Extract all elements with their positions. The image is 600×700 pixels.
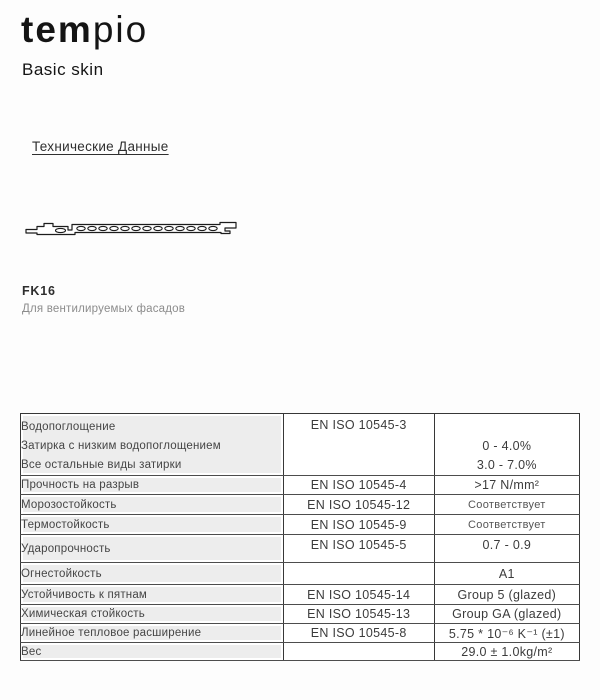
value-cell: Соответствует [434,515,579,535]
standard-cell: EN ISO 10545-13 [283,605,434,624]
product-line-title: Basic skin [22,60,104,79]
standard-cell: EN ISO 10545-14 [283,585,434,605]
param-line: Затирка с низким водопоглощением [21,440,221,452]
spec-row-impact-resistance [21,535,580,563]
standard-cell [283,563,434,585]
value-cell: 0.7 - 0.9 [434,535,579,563]
standard-cell [283,643,434,661]
brand-logo-bold: tem [21,9,93,50]
value-line: 3.0 - 7.0% [476,458,537,472]
technical-specs-table [20,413,580,661]
standard-cell: EN ISO 10545-12 [283,495,434,515]
brand-logo-light: pio [92,9,149,50]
spec-row-water-absorption [21,414,580,476]
standard-cell: EN ISO 10545-5 [283,535,434,563]
standard-cell: EN ISO 10545-8 [283,624,434,643]
spec-row-thermal-expansion [21,624,580,643]
value-cell [434,414,579,476]
param-cell: Огнестойкость [21,563,284,585]
spec-row-stain-resistance [21,585,580,605]
param-cell: Устойчивость к пятнам [21,585,284,605]
value-line: 0 - 4.0% [482,439,532,453]
param-cell: Линейное тепловое расширение [21,624,284,643]
standard-cell: EN ISO 10545-3 [283,414,434,476]
product-code: FK16 [22,284,56,298]
value-cell: 5.75 * 10⁻⁶ K⁻¹ (±1) [434,624,579,643]
standard-cell: EN ISO 10545-4 [283,476,434,495]
panel-profile-drawing [23,219,248,238]
spec-row-tensile-strength [21,476,580,495]
value-cell: A1 [434,563,579,585]
param-cell: Химическая стойкость [21,605,284,624]
standard-cell: EN ISO 10545-9 [283,515,434,535]
param-line: Водопоглощение [21,421,116,433]
param-cell: Морозостойкость [21,495,284,515]
product-description: Для вентилируемых фасадов [22,303,186,315]
value-cell: Group 5 (glazed) [434,585,579,605]
value-cell: Group GA (glazed) [434,605,579,624]
param-cell: Термостойкость [21,515,284,535]
technical-data-link[interactable]: Технические Данные [32,139,169,154]
param-cell [21,414,284,476]
spec-row-frost-resistance [21,495,580,515]
spec-row-heat-resistance [21,515,580,535]
param-line: Все остальные виды затирки [21,459,182,471]
value-cell: Соответствует [434,495,579,515]
spec-row-fire-resistance [21,563,580,585]
value-cell: 29.0 ± 1.0kg/m² [434,643,579,661]
param-cell: Ударопрочность [21,535,284,563]
spec-row-chemical-resistance [21,605,580,624]
brand-logo [21,8,148,52]
param-cell: Вес [21,643,284,661]
param-cell: Прочность на разрыв [21,476,284,495]
spec-row-weight [21,643,580,661]
value-cell: >17 N/mm² [434,476,579,495]
